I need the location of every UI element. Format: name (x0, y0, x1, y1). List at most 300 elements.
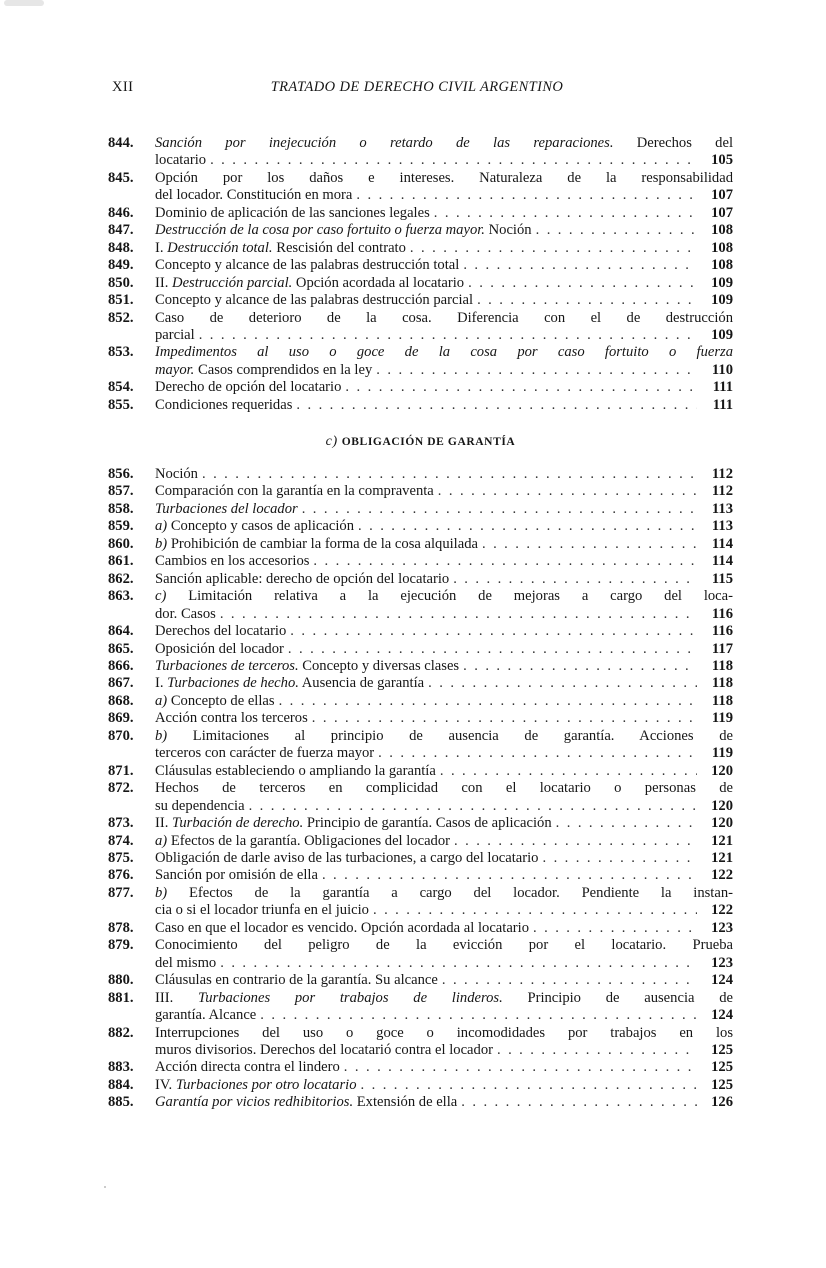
dot-leader (345, 379, 697, 396)
italic-segment: a) (155, 518, 168, 535)
text-segment: Limitación relativa a la ejecución de mejoras a cargo del loca- (166, 588, 733, 605)
dot-leader (279, 693, 697, 710)
entry-line (155, 780, 733, 797)
entry-number: 868. (108, 692, 134, 709)
entry-body (155, 536, 733, 553)
toc-entry (108, 170, 733, 205)
text-segment: I. (155, 239, 168, 256)
page-reference: 111 (712, 396, 733, 413)
text-segment: su dependencia (155, 797, 245, 814)
entry-number: 881. (108, 989, 134, 1006)
entry-body (155, 833, 733, 850)
entry-last-line (155, 815, 733, 832)
text-segment: Prohibición de cambiar la forma de la cosa alquilada (167, 535, 478, 552)
entry-last-line (155, 1077, 733, 1094)
entry-number: 852. (108, 309, 134, 326)
entry-body (155, 693, 733, 710)
entry-title (155, 536, 478, 553)
entry-number: 867. (108, 675, 134, 692)
toc-entry (108, 275, 733, 292)
text-segment: cia o si el locador triunfa en el juicio (155, 902, 369, 919)
entry-last-line (155, 466, 733, 483)
dot-leader (442, 972, 697, 989)
entry-title (155, 362, 372, 379)
page-reference: 108 (711, 222, 733, 239)
entry-body (155, 553, 733, 570)
entry-title (155, 606, 216, 623)
toc-entry (108, 728, 733, 763)
entry-title (155, 483, 434, 500)
toc-entry (108, 641, 733, 658)
page-reference: 123 (711, 919, 733, 936)
entry-number: 873. (108, 815, 134, 832)
dot-leader (302, 501, 697, 518)
entry-title (155, 920, 529, 937)
entry-body (155, 571, 733, 588)
entry-number: 880. (108, 972, 134, 989)
entry-body (155, 240, 733, 257)
italic-segment: Destrucción total. (167, 239, 273, 256)
entry-line (155, 728, 733, 745)
toc-entry (108, 571, 733, 588)
entry-last-line (155, 833, 733, 850)
italic-segment: Impedimentos al uso o goce de la cosa por caso fortuito o fuerza (155, 344, 733, 361)
entry-title (155, 833, 450, 850)
text-segment: III. (155, 989, 198, 1006)
entry-body (155, 1077, 733, 1094)
toc-entry (108, 658, 733, 675)
entry-title (155, 292, 473, 309)
toc-entry (108, 693, 733, 710)
italic-segment: Garantía por vicios redhibitorios. (155, 1094, 354, 1111)
section-heading-letter: c) (325, 434, 338, 449)
entry-last-line (155, 972, 733, 989)
text-segment: Noción (484, 222, 532, 239)
entry-number: 850. (108, 274, 134, 291)
text-segment: Conocimiento del peligro de la evicción por el locatario. Prueba (155, 937, 733, 954)
entry-last-line (155, 327, 733, 344)
page-reference: 124 (711, 1007, 733, 1024)
page-reference: 118 (711, 692, 733, 709)
entry-last-line (155, 501, 733, 518)
entry-number: 882. (108, 1024, 134, 1041)
text-segment: Interrupciones del uso o goce o incomodidades por trabajos en los (155, 1024, 733, 1041)
italic-segment: Turbaciones del locador (155, 500, 298, 517)
entry-last-line (155, 275, 733, 292)
page-reference: 109 (711, 326, 733, 343)
page-reference: 118 (711, 675, 733, 692)
page-reference: 121 (711, 832, 733, 849)
text-segment: Cambios en los accesorios (155, 553, 310, 570)
italic-segment: Sanción por inejecución o retardo de las reparaciones. (155, 135, 614, 151)
italic-segment: b) (155, 535, 168, 552)
toc-entry (108, 972, 733, 989)
entry-last-line (155, 240, 733, 257)
dot-leader (373, 902, 697, 919)
entry-last-line (155, 955, 733, 972)
toc-entry (108, 833, 733, 850)
dot-leader (202, 466, 697, 483)
dot-leader (477, 292, 697, 309)
entry-last-line (155, 763, 733, 780)
toc-entry (108, 292, 733, 309)
text-segment: del mismo (155, 954, 217, 971)
entry-last-line (155, 362, 733, 379)
entry-title (155, 710, 308, 727)
entry-body (155, 623, 733, 640)
entry-number: 861. (108, 553, 134, 570)
text-segment: Casos comprendidos en la ley (194, 361, 373, 378)
text-segment: parcial (155, 326, 195, 343)
toc-entry (108, 675, 733, 692)
page-reference: 125 (711, 1041, 733, 1058)
entry-line (155, 588, 733, 605)
toc-section-destruction (108, 135, 733, 414)
text-segment: Limitaciones al principio de ausencia de garantía. Acciones de (167, 727, 733, 744)
text-segment: Extensión de ella (353, 1094, 458, 1111)
text-segment: Caso de deterioro de la cosa. Diferencia con el de destrucción (155, 309, 733, 326)
dot-leader (288, 641, 697, 658)
toc-entry (108, 588, 733, 623)
italic-segment: a) (155, 692, 168, 709)
page-reference: 107 (711, 204, 733, 221)
text-segment: garantía. Alcance (155, 1007, 257, 1024)
entry-title (155, 205, 430, 222)
toc-entry (108, 920, 733, 937)
entry-last-line (155, 152, 733, 169)
text-segment: Opción por los daños e intereses. Naturaleza de la responsabilidad (155, 169, 733, 186)
page-reference: 109 (711, 274, 733, 291)
entry-title (155, 798, 245, 815)
entry-title (155, 518, 354, 535)
entry-title (155, 379, 341, 396)
toc-entry (108, 397, 733, 414)
entry-line (155, 1025, 733, 1042)
section-heading-text: OBLIGACIÓN DE GARANTÍA (341, 436, 516, 448)
toc-entry (108, 623, 733, 640)
entry-title (155, 553, 309, 570)
entry-body (155, 222, 733, 239)
text-segment: Noción (155, 466, 198, 482)
entry-last-line (155, 745, 733, 762)
text-segment: Oposición del locador (155, 640, 284, 657)
entry-last-line (155, 379, 733, 396)
page-reference: 116 (711, 605, 733, 622)
entry-line (155, 885, 733, 902)
entry-body (155, 257, 733, 274)
entry-body (155, 658, 733, 675)
entry-number: 874. (108, 832, 134, 849)
text-segment: Concepto y casos de aplicación (167, 518, 354, 535)
entry-body (155, 885, 733, 920)
entry-last-line (155, 518, 733, 535)
dot-leader (312, 710, 697, 727)
page-number: XII (112, 79, 134, 95)
entry-line (155, 170, 733, 187)
text-segment: Dominio de aplicación de las sanciones legales (155, 204, 430, 221)
entry-body (155, 501, 733, 518)
text-segment: Derechos del locatario (155, 623, 287, 640)
entry-number: 872. (108, 780, 134, 797)
page-reference: 113 (711, 518, 733, 535)
entry-last-line (155, 675, 733, 692)
entry-number: 884. (108, 1076, 134, 1093)
text-segment: Concepto y diversas clases (298, 657, 460, 674)
page-reference: 108 (711, 257, 733, 274)
text-segment: muros divisorios. Derechos del locatarió contra el locador (155, 1041, 493, 1058)
entry-title (155, 745, 374, 762)
entry-title (155, 501, 298, 518)
entry-number: 855. (108, 396, 134, 413)
entry-last-line (155, 641, 733, 658)
toc-entry (108, 257, 733, 274)
toc-entry (108, 553, 733, 570)
italic-segment: Destrucción de la cosa por caso fortuito o fuerza mayor. (155, 222, 485, 239)
entry-number: 848. (108, 239, 134, 256)
entry-number: 847. (108, 222, 134, 239)
toc-entry (108, 763, 733, 780)
dot-leader (542, 850, 697, 867)
dot-leader (356, 187, 697, 204)
text-segment: Concepto y alcance de las palabras destrucción parcial (155, 292, 474, 309)
dot-leader (249, 798, 697, 815)
text-segment: Caso en que el locador es vencido. Opción acordada al locatario (155, 919, 530, 936)
text-segment: Derechos del (613, 135, 733, 151)
entry-body (155, 135, 733, 170)
entry-body (155, 275, 733, 292)
entry-title (155, 1059, 340, 1076)
entry-last-line (155, 693, 733, 710)
entry-title (155, 867, 318, 884)
entry-number: 885. (108, 1094, 134, 1111)
page-reference: 116 (711, 623, 733, 640)
entry-line (155, 990, 733, 1007)
toc-entry (108, 780, 733, 815)
entry-number: 866. (108, 657, 134, 674)
entry-last-line (155, 553, 733, 570)
entry-last-line (155, 920, 733, 937)
dot-leader (536, 222, 697, 239)
entry-number: 860. (108, 535, 134, 552)
page-reference: 110 (711, 361, 733, 378)
entry-number: 875. (108, 849, 134, 866)
text-segment: del locador. Constitución en mora (155, 187, 353, 204)
entry-body (155, 728, 733, 763)
text-segment: Sanción por omisión de ella (155, 867, 318, 884)
entry-number: 857. (108, 483, 134, 500)
toc-entry (108, 518, 733, 535)
italic-segment: Turbaciones de terceros. (155, 657, 299, 674)
entry-body (155, 972, 733, 989)
entry-number: 851. (108, 292, 134, 309)
dot-leader (358, 518, 697, 535)
entry-last-line (155, 536, 733, 553)
toc-entry (108, 850, 733, 867)
page-reference: 125 (711, 1076, 733, 1093)
entry-body (155, 1025, 733, 1060)
entry-title (155, 902, 369, 919)
dot-leader (468, 275, 697, 292)
entry-number: 853. (108, 344, 134, 361)
entry-body (155, 815, 733, 832)
entry-last-line (155, 867, 733, 884)
entry-body (155, 170, 733, 205)
toc-entry (108, 466, 733, 483)
entry-title (155, 257, 459, 274)
entry-title (155, 623, 286, 640)
entry-title (155, 693, 275, 710)
toc-entry (108, 135, 733, 170)
entry-last-line (155, 1042, 733, 1059)
entry-title (155, 972, 438, 989)
dot-leader (290, 623, 697, 640)
toc-entry (108, 240, 733, 257)
text-segment: terceros con carácter de fuerza mayor (155, 745, 375, 762)
italic-segment: c) (155, 588, 167, 605)
entry-last-line (155, 222, 733, 239)
italic-segment: Turbaciones por otro locatario (175, 1076, 357, 1093)
dot-leader (497, 1042, 697, 1059)
entry-last-line (155, 850, 733, 867)
entry-body (155, 867, 733, 884)
dot-leader (428, 675, 697, 692)
italic-segment: mayor. (155, 361, 195, 378)
entry-number: 864. (108, 623, 134, 640)
entry-body (155, 344, 733, 379)
toc-entry (108, 885, 733, 920)
text-segment: Comparación con la garantía en la compraventa (155, 483, 434, 500)
dot-leader (440, 763, 697, 780)
entry-last-line (155, 658, 733, 675)
page-reference: 115 (711, 570, 733, 587)
page-reference: 125 (711, 1059, 733, 1076)
dot-leader (378, 745, 697, 762)
text-segment: Opción acordada al locatario (292, 274, 465, 291)
entry-number: 883. (108, 1059, 134, 1076)
entry-body (155, 518, 733, 535)
dot-leader (533, 920, 697, 937)
dot-leader (220, 955, 697, 972)
toc-entry (108, 1094, 733, 1111)
text-segment: Efectos de la garantía. Obligaciones del locador (167, 832, 451, 849)
dot-leader (454, 833, 697, 850)
entry-body (155, 379, 733, 396)
entry-title (155, 763, 436, 780)
entry-number: 846. (108, 204, 134, 221)
text-segment: IV. (155, 1076, 176, 1093)
entry-last-line (155, 902, 733, 919)
entry-body (155, 397, 733, 414)
toc-entry (108, 867, 733, 884)
entry-body (155, 937, 733, 972)
page-reference: 120 (711, 815, 733, 832)
entry-title (155, 222, 532, 239)
page-reference: 120 (711, 762, 733, 779)
text-segment: Cláusulas en contrario de la garantía. Su alcance (155, 972, 438, 989)
entry-last-line (155, 1059, 733, 1076)
dot-leader (463, 257, 697, 274)
entry-number: 869. (108, 710, 134, 727)
entry-line (155, 135, 733, 152)
page-reference: 126 (711, 1094, 733, 1111)
toc-entry (108, 205, 733, 222)
text-segment: I. (155, 675, 168, 692)
entry-number: 845. (108, 169, 134, 186)
entry-line (155, 937, 733, 954)
entry-line (155, 344, 733, 361)
entry-last-line (155, 187, 733, 204)
dot-leader (199, 327, 697, 344)
toc-entry (108, 815, 733, 832)
page-reference: 112 (711, 466, 733, 482)
dot-leader (461, 1094, 697, 1111)
text-segment: dor. Casos (155, 605, 216, 622)
page-reference: 122 (711, 902, 733, 919)
text-segment: Principio de ausencia de (502, 989, 733, 1006)
page-reference: 109 (711, 292, 733, 309)
italic-segment: Turbaciones por trabajos de linderos. (197, 989, 503, 1006)
entry-title (155, 815, 552, 832)
text-segment: Sanción aplicable: derecho de opción del locatario (155, 570, 450, 587)
dot-leader (260, 1007, 697, 1024)
toc-entry (108, 483, 733, 500)
toc-entry (108, 344, 733, 379)
page-reference: 120 (711, 797, 733, 814)
page-reference: 118 (711, 657, 733, 674)
page-reference: 121 (711, 849, 733, 866)
entry-number: 879. (108, 937, 134, 954)
entry-body (155, 292, 733, 309)
entry-last-line (155, 571, 733, 588)
entry-last-line (155, 606, 733, 623)
dot-leader (463, 658, 697, 675)
toc-entry (108, 937, 733, 972)
entry-number: 863. (108, 588, 134, 605)
entry-last-line (155, 483, 733, 500)
dot-leader (220, 606, 697, 623)
entry-body (155, 588, 733, 623)
entry-body (155, 205, 733, 222)
entry-last-line (155, 397, 733, 414)
entry-body (155, 990, 733, 1025)
entry-last-line (155, 257, 733, 274)
dot-leader (210, 152, 697, 169)
entry-number: 865. (108, 640, 134, 657)
italic-segment: b) (155, 727, 168, 744)
entry-last-line (155, 1094, 733, 1111)
entry-body (155, 466, 733, 483)
section-heading (108, 434, 733, 450)
toc-entry (108, 1077, 733, 1094)
entry-body (155, 710, 733, 727)
scan-smudge (4, 0, 44, 6)
dot-leader (453, 571, 697, 588)
page-reference: 111 (712, 379, 733, 396)
toc-entry (108, 710, 733, 727)
entry-title (155, 850, 538, 867)
dot-leader (322, 867, 697, 884)
entry-number: 859. (108, 518, 134, 535)
entry-title (155, 675, 424, 692)
entry-body (155, 780, 733, 815)
text-segment: II. (155, 274, 173, 291)
running-title: TRATADO DE DERECHO CIVIL ARGENTINO (270, 79, 564, 95)
toc-entry (108, 1025, 733, 1060)
entry-number: 878. (108, 919, 134, 936)
text-segment: Acción directa contra el lindero (155, 1059, 340, 1076)
entry-title (155, 1094, 457, 1111)
page-reference: 108 (711, 239, 733, 256)
